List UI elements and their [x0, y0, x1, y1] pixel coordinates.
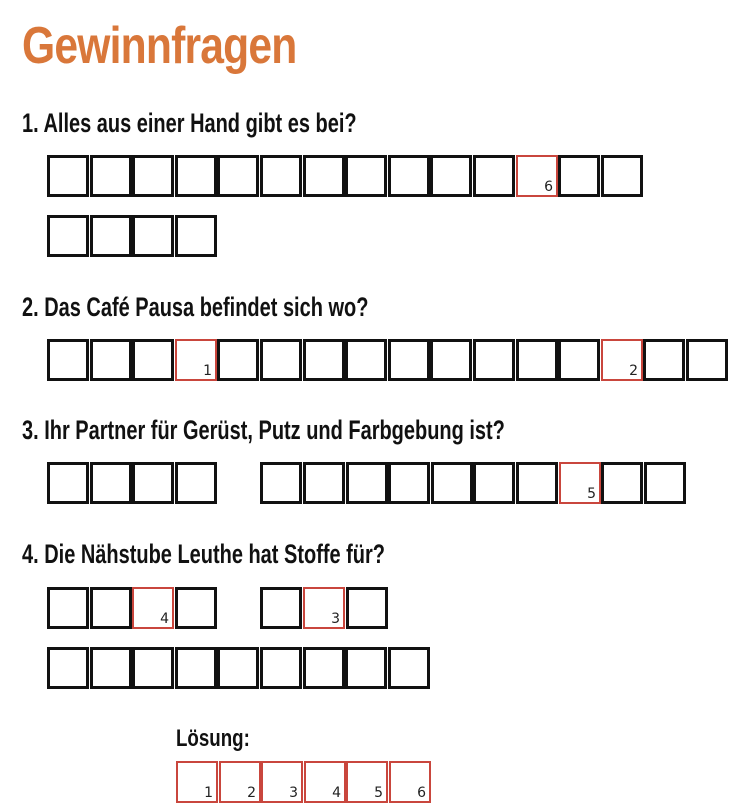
solution-cell[interactable] [389, 761, 431, 803]
answer-cell[interactable] [430, 339, 472, 381]
solution-index: 5 [587, 486, 596, 502]
answer-cell[interactable] [175, 155, 217, 197]
solution-index: 5 [374, 785, 383, 801]
answer-cell[interactable] [260, 647, 302, 689]
question-4-text: 4. Die Nähstube Leuthe hat Stoffe für? [22, 539, 386, 569]
question-2-text: 2. Das Café Pausa befindet sich wo? [22, 292, 369, 322]
answer-cell[interactable] [388, 462, 430, 504]
solution-label: Lösung: [176, 725, 250, 752]
answer-cell[interactable] [516, 462, 558, 504]
answer-cell[interactable] [601, 155, 643, 197]
answer-cell[interactable] [430, 155, 472, 197]
answer-cell[interactable] [47, 215, 89, 257]
solution-index: 1 [203, 363, 212, 379]
answer-cell[interactable] [132, 647, 174, 689]
answer-cell[interactable] [516, 339, 558, 381]
solution-key-cell[interactable] [175, 339, 217, 381]
solution-index: 6 [417, 785, 426, 801]
answer-cell[interactable] [90, 647, 132, 689]
answer-cell[interactable] [388, 339, 430, 381]
question-1-text: 1. Alles aus einer Hand gibt es bei? [22, 108, 357, 138]
solution-index: 6 [544, 179, 553, 195]
solution-cell[interactable] [346, 761, 388, 803]
answer-cell[interactable] [303, 339, 345, 381]
answer-cell[interactable] [601, 462, 643, 504]
solution-index: 1 [204, 785, 213, 801]
answer-cell[interactable] [388, 647, 430, 689]
answer-cell[interactable] [431, 462, 473, 504]
answer-cell[interactable] [303, 155, 345, 197]
solution-key-cell[interactable] [516, 155, 558, 197]
answer-cell[interactable] [473, 155, 515, 197]
answer-cell[interactable] [175, 462, 217, 504]
answer-cell[interactable] [217, 155, 259, 197]
answer-cell[interactable] [260, 462, 302, 504]
solution-index: 2 [629, 363, 638, 379]
answer-cell[interactable] [217, 647, 259, 689]
answer-cell[interactable] [303, 647, 345, 689]
answer-cell[interactable] [558, 339, 600, 381]
solution-key-cell[interactable] [559, 462, 601, 504]
answer-cell[interactable] [388, 155, 430, 197]
solution-index: 3 [289, 785, 298, 801]
answer-cell[interactable] [132, 215, 174, 257]
answer-cell[interactable] [260, 339, 302, 381]
answer-cell[interactable] [346, 587, 388, 629]
answer-cell[interactable] [175, 647, 217, 689]
solution-key-cell[interactable] [132, 587, 174, 629]
answer-cell[interactable] [643, 339, 685, 381]
answer-cell[interactable] [345, 647, 387, 689]
question-3-text: 3. Ihr Partner für Gerüst, Putz und Farbgebung ist? [22, 415, 505, 445]
answer-cell[interactable] [644, 462, 686, 504]
answer-cell[interactable] [345, 155, 387, 197]
answer-cell[interactable] [175, 215, 217, 257]
answer-cell[interactable] [686, 339, 728, 381]
solution-index: 4 [332, 785, 341, 801]
solution-cell[interactable] [304, 761, 346, 803]
answer-cell[interactable] [558, 155, 600, 197]
answer-cell[interactable] [303, 462, 345, 504]
solution-index: 3 [331, 611, 340, 627]
answer-cell[interactable] [90, 339, 132, 381]
answer-cell[interactable] [473, 339, 515, 381]
solution-cell[interactable] [261, 761, 303, 803]
answer-cell[interactable] [90, 215, 132, 257]
solution-key-cell[interactable] [601, 339, 643, 381]
answer-cell[interactable] [345, 339, 387, 381]
answer-cell[interactable] [473, 462, 515, 504]
answer-cell[interactable] [47, 647, 89, 689]
answer-cell[interactable] [217, 339, 259, 381]
answer-cell[interactable] [47, 462, 89, 504]
solution-cell[interactable] [219, 761, 261, 803]
solution-index: 4 [160, 611, 169, 627]
answer-cell[interactable] [90, 155, 132, 197]
solution-cell[interactable] [176, 761, 218, 803]
answer-cell[interactable] [47, 155, 89, 197]
answer-cell[interactable] [90, 587, 132, 629]
solution-key-cell[interactable] [303, 587, 345, 629]
answer-cell[interactable] [175, 587, 217, 629]
answer-cell[interactable] [132, 339, 174, 381]
answer-cell[interactable] [90, 462, 132, 504]
answer-cell[interactable] [47, 587, 89, 629]
answer-cell[interactable] [132, 155, 174, 197]
answer-cell[interactable] [260, 587, 302, 629]
answer-cell[interactable] [346, 462, 388, 504]
answer-cell[interactable] [132, 462, 174, 504]
page-title: Gewinnfragen [22, 17, 297, 75]
solution-index: 2 [247, 785, 256, 801]
answer-cell[interactable] [260, 155, 302, 197]
answer-cell[interactable] [47, 339, 89, 381]
